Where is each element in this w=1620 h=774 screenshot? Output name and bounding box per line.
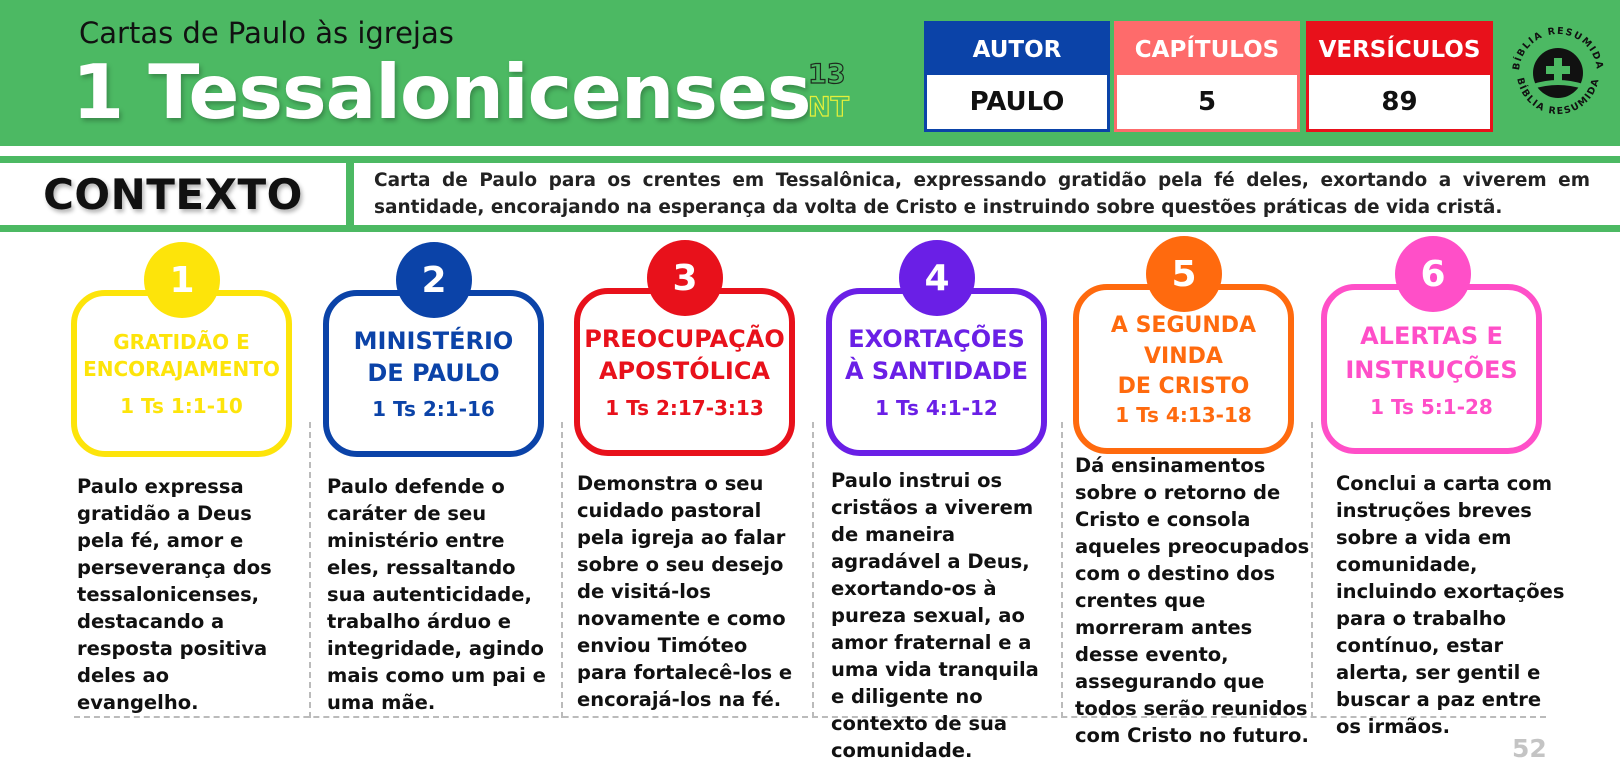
author-box [924, 21, 1110, 132]
section-title: MINISTÉRIO DE PAULO [353, 326, 514, 387]
section-number-badge: 5 [1146, 236, 1222, 312]
section-title: EXORTAÇÕES À SANTIDADE [845, 325, 1028, 385]
section-description: Conclui a carta com instruções breves sobre a vida em comunidade, incluindo exortações para o trabalho contínuo, estar alerta, ser gentil e buscar a paz entre os irmãos. [1336, 472, 1565, 738]
verses-label: VERSÍCULOS [1309, 24, 1490, 75]
section-description: Dá ensinamentos sobre o retorno de Cristo e consola aqueles preocupados com o destino dos crentes que morreram antes desse evento, assegurando que todos serão reunidos com Cristo no futuro. [1075, 454, 1310, 747]
section-number-badge: 2 [396, 242, 472, 318]
section-reference: 1 Ts 4:1-12 [875, 395, 998, 420]
column-divider [812, 422, 814, 718]
section-title: PREOCUPAÇÃO APOSTÓLICA [584, 325, 785, 385]
section-title: GRATIDÃO E ENCORAJAMENTO [83, 329, 280, 381]
section-title: ALERTAS E INSTRUÇÕES [1345, 321, 1518, 384]
section-reference: 1 Ts 2:17-3:13 [605, 395, 764, 420]
context-text-box [354, 163, 1620, 225]
section-number-badge: 1 [144, 242, 220, 318]
column-divider [561, 422, 563, 718]
section-number-badge: 3 [647, 240, 723, 316]
section-title: A SEGUNDA VINDA DE CRISTO [1110, 312, 1257, 400]
logo-text-top: BÍBLIA RESUMIDA [1510, 25, 1606, 72]
cross-icon [1533, 48, 1583, 98]
chapters-label: CAPÍTULOS [1117, 24, 1297, 75]
section-description: Paulo expressa gratidão a Deus pela fé, amor e perseverança dos tessalonicenses, destacando a resposta positiva deles ao evangelho. [77, 475, 272, 714]
section-reference: 1 Ts 2:1-16 [372, 397, 495, 422]
context-text: Carta de Paulo para os crentes em Tessalônica, expressando gratidão pela fé deles, exortando a viverem em santidade, encorajando na esperança da volta de Cristo e instruindo sobre questões práticas de vida cristã. [374, 170, 1590, 218]
section-number-badge: 6 [1395, 236, 1471, 312]
author-label: AUTOR [927, 24, 1107, 75]
logo-text-bottom: BÍBLIA RESUMIDA [1514, 76, 1602, 118]
column-divider [309, 422, 311, 718]
verses-box [1306, 21, 1493, 132]
page-number: 52 [1512, 734, 1547, 763]
section-reference: 1 Ts 1:1-10 [120, 394, 243, 419]
context-label: CONTEXTO [43, 169, 303, 219]
chapters-value: 5 [1197, 87, 1217, 117]
chapters-box [1114, 21, 1300, 132]
section-description: Paulo defende o caráter de seu ministério entre eles, ressaltando sua autenticidade, trabalho árduo e integridade, agindo mais como um pai e uma mãe. [327, 475, 546, 714]
column-divider [1061, 422, 1063, 718]
testament-label: NT [808, 92, 850, 123]
context-label-box [0, 163, 346, 225]
section-number-badge: 4 [899, 240, 975, 316]
section-reference: 1 Ts 4:13-18 [1115, 403, 1252, 428]
biblia-resumida-logo [1503, 18, 1613, 128]
book-title: 1 Tessalonicenses [72, 48, 811, 136]
verses-value: 89 [1381, 87, 1418, 117]
section-reference: 1 Ts 5:1-28 [1370, 395, 1493, 420]
section-description: Paulo instrui os cristãos a viverem de maneira agradável a Deus, exortando-os à pureza sexual, ao amor fraternal e a uma vida tranquila e diligente no contexto de sua comunidade. [831, 469, 1039, 762]
book-number: 13 [808, 59, 846, 90]
series-subtitle: Cartas de Paulo às igrejas [79, 16, 454, 50]
bottom-divider [74, 716, 1546, 718]
author-value: PAULO [969, 87, 1065, 117]
section-description: Demonstra o seu cuidado pastoral pela igreja ao falar sobre o seu desejo de visitá-los novamente e como enviou Timóteo para fortalecê-los e encorajá-los na fé. [577, 472, 793, 711]
